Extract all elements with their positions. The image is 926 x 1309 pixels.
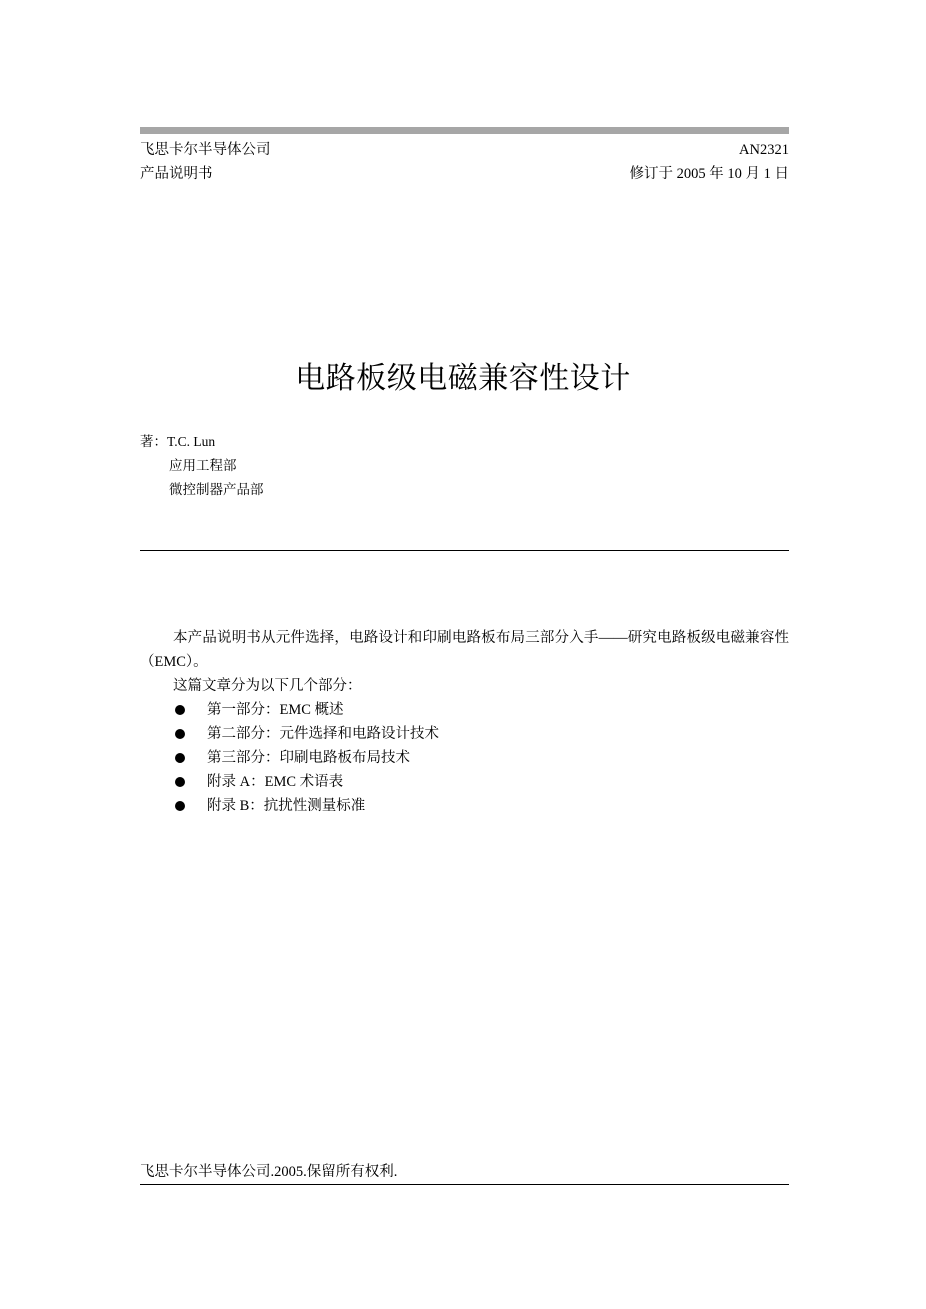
list-item	[140, 746, 789, 770]
bullet-icon	[175, 753, 185, 763]
footer-rule	[140, 1184, 789, 1185]
header-top-rule	[140, 127, 789, 134]
list-item	[140, 722, 789, 746]
header-revision-date: 修订于 2005 年 10 月 1 日	[629, 166, 789, 182]
abstract-body	[140, 626, 789, 818]
header-doc-type: 产品说明书	[140, 166, 213, 182]
list-item	[140, 698, 789, 722]
bullet-icon	[175, 801, 185, 811]
section-label: 第三部分：印刷电路板布局技术	[207, 750, 410, 766]
bullet-icon	[175, 777, 185, 787]
intro-paragraph: 本产品说明书从元件选择，电路设计和印刷电路板布局三部分入手——研究电路板级电磁兼容性（EMC）。	[140, 630, 789, 670]
outline-intro: 这篇文章分为以下几个部分：	[173, 678, 362, 694]
footer-copyright: 飞思卡尔半导体公司.2005.保留所有权利.	[140, 1164, 398, 1180]
section-label: 第二部分：元件选择和电路设计技术	[207, 726, 439, 742]
document-title: 电路板级电磁兼容性设计	[295, 361, 631, 396]
author-block	[140, 430, 264, 502]
header-company: 飞思卡尔半导体公司	[140, 142, 271, 158]
list-item	[140, 770, 789, 794]
bullet-icon	[175, 729, 185, 739]
section-label: 附录 A：EMC 术语表	[207, 774, 344, 790]
section-label: 附录 B：抗扰性测量标准	[207, 798, 366, 814]
bullet-icon	[175, 705, 185, 715]
header-doc-number: AN2321	[739, 142, 789, 158]
section-label: 第一部分：EMC 概述	[207, 702, 344, 718]
list-item	[140, 794, 789, 818]
section-list	[140, 698, 789, 818]
author-department: 应用工程部	[169, 458, 237, 473]
section-divider	[140, 550, 789, 551]
author-department: 微控制器产品部	[169, 482, 264, 497]
author-name: 著：T.C. Lun	[140, 434, 216, 449]
